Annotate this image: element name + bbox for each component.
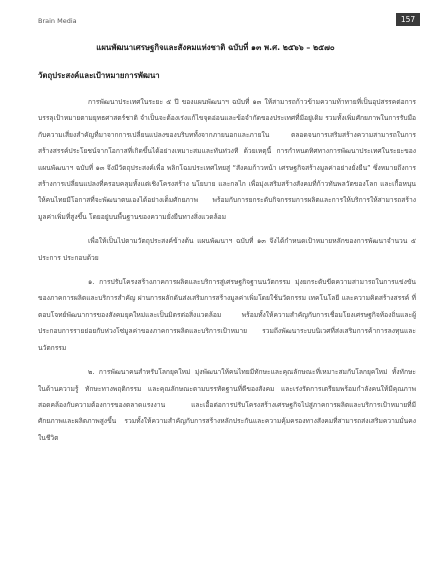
paragraph-goal-1: ๑. การปรับโครงสร้างภาคการผลิตและบริการสู่เศรษฐกิจฐานนวัตกรรม มุ่งยกระดับขีดความสามารถในการแข่งขันของภาคการผลิตและบริการสำคัญ ผ่านการผลักดันส่งเสริมการสร้างมูลค่าเพิ่มโดยใช้นวัตกรรม เทคโนโลยี และความคิดสร้างสรรค์ ที่ตอบโจทย์พัฒนาการของสังคมยุคใหม่และเป็นมิตรต่อสิ่งแวดล้อม พร้อมทั้งให้ความสำคัญกับการเชื่อมโยงเศรษฐกิจท้องถิ่นและผู้ประกอบการรายย่อยกับห่วงโซ่มูลค่าของภาคการผลิตและบริการเป้าหมาย รวมถึงพัฒนาระบบนิเวศที่ส่งเสริมการค้าการลงทุนและนวัตกรรม [38, 278, 416, 352]
section-heading: วัตถุประสงค์และเป้าหมายการพัฒนา [38, 71, 160, 80]
paragraph-goal-2: ๒. การพัฒนาคนสำหรับโลกยุคใหม่ มุ่งพัฒนาให้คนไทยมีทักษะและคุณลักษณะที่เหมาะสมกับโลกยุคใหม่ ทั้งทักษะในด้านความรู้ ทักษะทางพฤติกรรม และคุณลักษณะตามบรรทัดฐานที่ดีของสังคม และเร่งรัดการเตรียมพร้อมกำลังคนให้มีคุณภาพสอดคล้องกับความต้องการของตลาดแรงงาน และเอื้อต่อการปรับโครงสร้างเศรษฐกิจไปสู่ภาคการผลิตและบริการเป้าหมายที่มีศักยภาพและผลิตภาพสูงขึ้น รวมทั้งให้ความสำคัญกับการสร้างหลักประกันและความคุ้มครองทางสังคมที่สามารถส่งเสริมความมั่นคงในชีวิต [38, 368, 416, 442]
page-number: 157 [396, 13, 420, 26]
publisher-name: Brain Media [38, 17, 77, 25]
paragraph-intro: การพัฒนาประเทศในระยะ ๕ ปี ของแผนพัฒนาฯ ฉบับที่ ๑๓ ให้สามารถก้าวข้ามความท้าทายที่เป็นอุปสรรคต่อการบรรลุเป้าหมายตามยุทธศาสตร์ชาติ จำเป็นจะต้องเร่งแก้ไขจุดอ่อนและข้อจำกัดของประเทศที่มีอยู่เดิม รวมทั้งเพิ่มศักยภาพในการรับมือกับความเสี่ยงสำคัญที่มาจากการเปลี่ยนแปลงของบริบททั้งจากภายนอกและภายใน ตลอดจนการเสริมสร้างความสามารถในการสร้างสรรค์ประโยชน์จากโอกาสที่เกิดขึ้นได้อย่างเหมาะสมและทันท่วงที ด้วยเหตุนี้ การกำหนดทิศทางการพัฒนาประเทศในระยะของแผนพัฒนาฯ ฉบับที่ ๑๓ จึงมีวัตถุประสงค์เพื่อ พลิกโฉมประเทศไทยสู่ “สังคมก้าวหน้า เศรษฐกิจสร้างมูลค่าอย่างยั่งยืน” ซึ่งหมายถึงการสร้างการเปลี่ยนแปลงที่ครอบคลุมทั้งแต่เชิงโครงสร้าง นโยบาย และกลไก เพื่อมุ่งเสริมสร้างสังคมที่ก้าวทันพลวัตของโลก และเกื้อหนุนให้คนไทยมีโอกาสที่จะพัฒนาตนเองได้อย่างเต็มศักยภาพ พร้อมกับการยกระดับกิจกรรมการผลิตและการให้บริการให้สามารถสร้างมูลค่าเพิ่มที่สูงขึ้น โดยอยู่บนพื้นฐานของความยั่งยืนทางสิ่งแวดล้อม [38, 98, 416, 221]
paragraph-goals-intro: เพื่อให้เป็นไปตามวัตถุประสงค์ข้างต้น แผนพัฒนาฯ ฉบับที่ ๑๓ จึงได้กำหนดเป้าหมายหลักของการพัฒนาจำนวน ๕ ประการ ประกอบด้วย [38, 237, 416, 262]
document-title: แผนพัฒนาเศรษฐกิจและสังคมแห่งชาติ ฉบับที่ ๑๓ พ.ศ. ๒๕๖๖ – ๒๕๗๐ [96, 43, 335, 52]
body-text [38, 94, 416, 454]
